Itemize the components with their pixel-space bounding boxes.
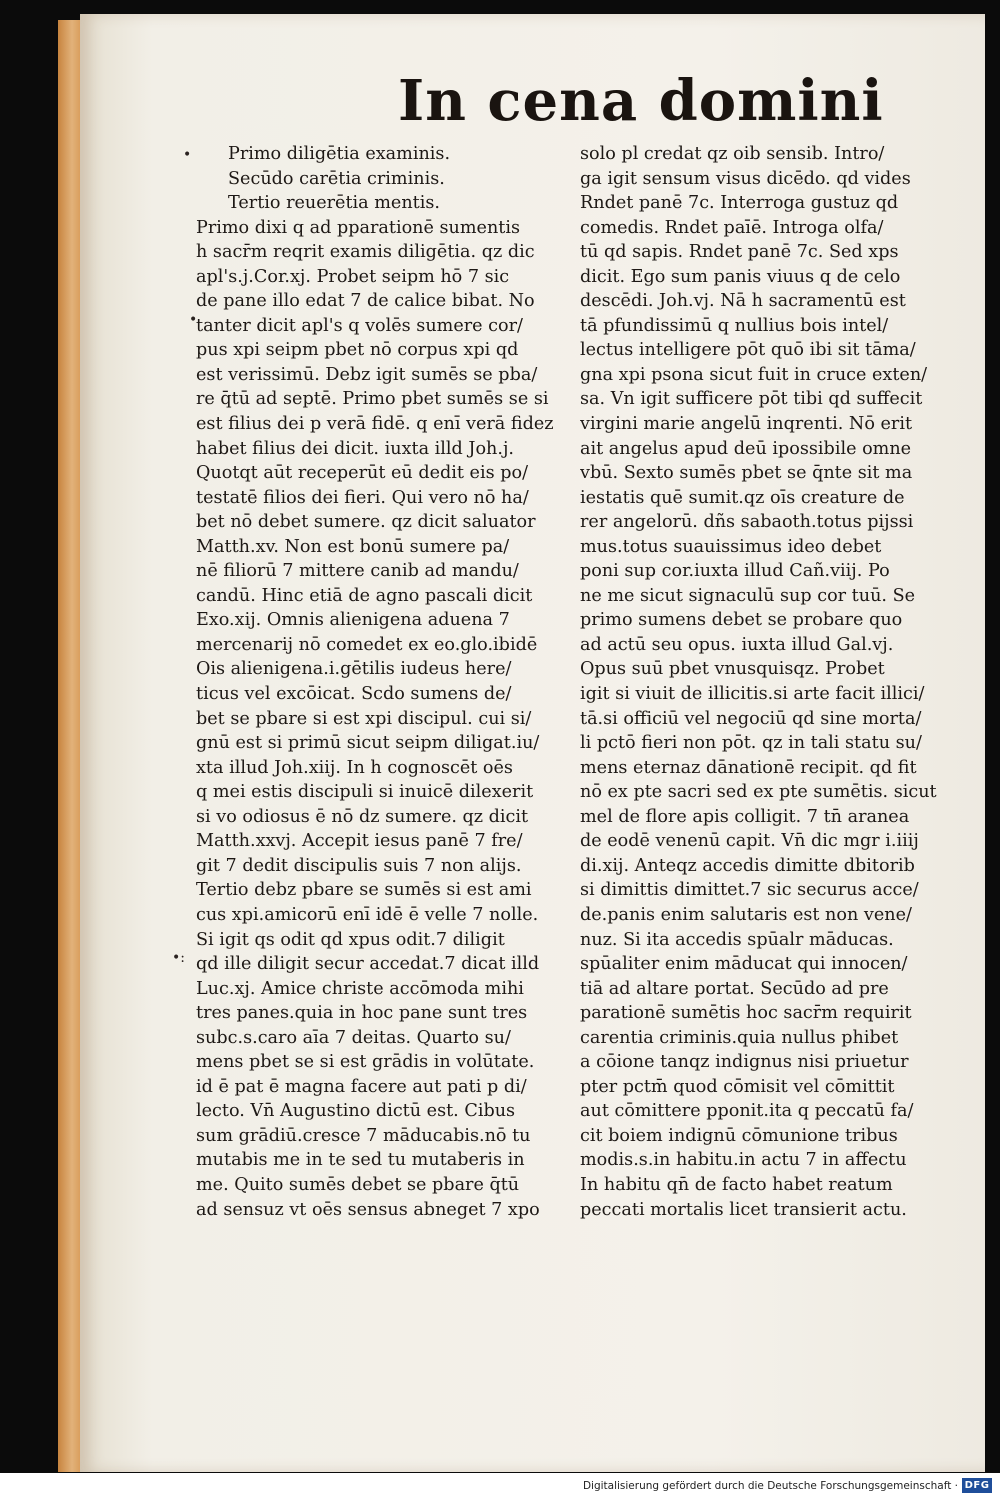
text-line: mus.totus suauissimus ideo debet — [580, 536, 882, 557]
text-line: Exo.xij. Omnis alienigena aduena 7 — [196, 610, 510, 631]
text-column-left — [196, 142, 568, 1222]
text-line: descēdi. Joh.vj. Nā h sacramentū est — [580, 291, 906, 312]
text-line: est verissimū. Debz igit sumēs se pba/ — [196, 364, 538, 385]
text-line: q mei estis discipuli si inuicē dilexerit — [196, 782, 534, 803]
text-line: ad sensuz vt oēs sensus abneget 7 xpo — [196, 1199, 540, 1220]
text-line: carentia criminis.quia nullus phibet — [580, 1027, 899, 1048]
text-line: peccati mortalis licet transierit actu. — [580, 1199, 907, 1220]
text-line: bet se pbare si est xpi discipul. cui si/ — [196, 708, 532, 729]
text-line: Matth.xv. Non est bonū sumere pa/ — [196, 536, 510, 557]
text-line: igit si viuit de illicitis.si arte facit illici/ — [580, 684, 925, 705]
funding-notice: Digitalisierung gefördert durch die Deutsche Forschungsgemeinschaft · — [582, 1480, 958, 1492]
text-line: ad actū seu opus. iuxta illud Gal.vj. — [580, 634, 894, 655]
text-line: li pctō fieri non pōt. qz in tali statu su/ — [580, 733, 922, 754]
text-line: Ois alienigena.i.gētilis iudeus here/ — [196, 659, 512, 680]
text-line: parationē sumētis hoc sacr̄m requirit — [580, 1003, 912, 1024]
text-line: tā.si officiū vel negociū qd sine morta/ — [580, 708, 922, 729]
page-heading: In cena domini — [398, 68, 884, 134]
text-line: sum grādiū.cresce 7 māducabis.nō tu — [196, 1125, 531, 1146]
text-line: habet filius dei dicit. iuxta illd Joh.j. — [196, 438, 515, 459]
margin-mark: • — [183, 147, 192, 163]
text-line: Primo dixi q ad pparationē sumentis — [196, 217, 521, 238]
text-line: rer angelorū. dñs sabaoth.totus pijssi — [580, 512, 914, 533]
text-line: nuz. Si ita accedis spūalr māducas. — [580, 929, 894, 950]
text-line: vbū. Sexto sumēs pbet se q̄nte sit ma — [580, 463, 913, 484]
text-line: si dimittis dimittet.7 sic securus acce/ — [580, 880, 919, 901]
text-line: xta illud Joh.xiij. In h cognoscēt oēs — [196, 757, 513, 778]
text-line: Tertio debz pbare se sumēs si est ami — [196, 880, 532, 901]
text-line: mens eternaz dānationē recipit. qd fit — [580, 757, 917, 778]
text-line: di.xij. Anteqz accedis dimitte dbitorib — [580, 855, 915, 876]
text-line: candū. Hinc etiā de agno pascali dicit — [196, 585, 533, 606]
text-line: comedis. Rndet paīē. Introga olfa/ — [580, 217, 884, 238]
text-line: mel de flore apis colligit. 7 tn̄ aranea — [580, 806, 910, 827]
text-line: virgini marie angelū inqrenti. Nō erit — [580, 414, 913, 435]
footer-bar — [0, 1473, 1000, 1499]
text-line: a cōione tanqz indignus nisi priuetur — [580, 1052, 909, 1073]
text-line: qd ille diligit secur accedat.7 dicat illd — [196, 954, 540, 975]
text-line: Tertio reuerētia mentis. — [228, 193, 440, 214]
text-line: subc.s.caro aīa 7 deitas. Quarto su/ — [196, 1027, 511, 1048]
text-line: poni sup cor.iuxta illud Cañ.viij. Po — [580, 561, 890, 582]
text-line: tiā ad altare portat. Secūdo ad pre — [580, 978, 889, 999]
text-line: ait angelus apud deū ipossibile omne — [580, 438, 912, 459]
text-line: tres panes.quia in hoc pane sunt tres — [196, 1003, 528, 1024]
dfg-logo: DFG — [962, 1478, 992, 1493]
text-line: tā pfundissimū q nullius bois intel/ — [580, 315, 889, 336]
text-line: lecto. Vn̄ Augustino dictū est. Cibus — [196, 1101, 516, 1122]
text-line: iestatis quē sumit.qz oīs creature de — [580, 487, 905, 508]
text-line: aut cōmittere pponit.ita q peccatū fa/ — [580, 1101, 914, 1122]
text-line: cus xpi.amicorū enī idē ē velle 7 nolle. — [196, 904, 539, 925]
text-line: de pane illo edat 7 de calice bibat. No — [196, 291, 535, 312]
text-line: mercenarij nō comedet ex eo.glo.ibidē — [196, 634, 538, 655]
text-line: ga igit sensum visus dicēdo. qd vides — [580, 168, 911, 189]
text-line: spūaliter enim māducat qui innocen/ — [580, 954, 908, 975]
margin-mark: • — [189, 312, 198, 328]
text-line: mens pbet se si est grādis in volūtate. — [196, 1052, 535, 1073]
text-line: de eodē venenū capit. Vn̄ dic mgr i.iiij — [580, 831, 919, 852]
text-line: testatē filios dei fieri. Qui vero nō ha/ — [196, 487, 529, 508]
text-line: Rndet panē 7c. Interroga gustuz qd — [580, 193, 899, 214]
text-line: de.panis enim salutaris est non vene/ — [580, 904, 912, 925]
text-line: solo pl credat qz oib sensib. Intro/ — [580, 144, 885, 164]
text-line: pter pctm̄ quod cōmisit vel cōmittit — [580, 1076, 895, 1097]
text-line: Quotqt aūt receperūt eū dedit eis po/ — [196, 463, 528, 484]
text-line: bet nō debet sumere. qz dicit saluator — [196, 512, 536, 533]
text-line: modis.s.in habitu.in actu 7 in affectu — [580, 1150, 907, 1171]
text-line: git 7 dedit discipulis suis 7 non alijs. — [196, 855, 522, 876]
text-line: Si igit qs odit qd xpus odit.7 diligit — [196, 929, 505, 950]
text-line: lectus intelligere pōt quō ibi sit tāma/ — [580, 340, 916, 361]
text-line: primo sumens debet se probare quo — [580, 610, 903, 631]
text-line: nō ex pte sacri sed ex pte sumētis. sicut — [580, 782, 937, 803]
text-line: gnū est si primū sicut seipm diligat.iu/ — [196, 733, 540, 754]
text-line: Luc.xj. Amice christe accōmoda mihi — [196, 978, 524, 999]
text-line: si vo odiosus ē nō dz sumere. qz dicit — [196, 806, 529, 827]
text-line: re q̄tū ad septē. Primo pbet sumēs se si — [196, 389, 549, 410]
text-line: sa. Vn igit sufficere pōt tibi qd suffecit — [580, 389, 923, 410]
margin-mark: •: — [172, 950, 185, 966]
text-line: cit boiem indignū cōmunione tribus — [580, 1125, 898, 1146]
text-line: h sacr̄m reqrit examis diligētia. qz dic — [196, 242, 535, 263]
text-line: ticus vel excōicat. Scdo sumens de/ — [196, 684, 512, 705]
text-line: Secūdo carētia criminis. — [228, 168, 445, 189]
text-line: Primo diligētia examinis. — [228, 144, 451, 164]
text-column-right — [580, 142, 968, 1222]
text-line: apl's.j.Cor.xj. Probet seipm hō 7 sic — [196, 266, 510, 287]
text-line: nē filiorū 7 mittere canib ad mandu/ — [196, 561, 519, 582]
text-line: tū qd sapis. Rndet panē 7c. Sed xps — [580, 242, 899, 263]
text-line: tanter dicit apl's q volēs sumere cor/ — [196, 315, 523, 336]
text-line: gna xpi psona sicut fuit in cruce exten/ — [580, 364, 928, 385]
text-line: me. Quito sumēs debet se pbare q̄tū — [196, 1174, 520, 1195]
text-line: dicit. Ego sum panis viuus q de celo — [580, 266, 901, 287]
text-line: In habitu qn̄ de facto habet reatum — [580, 1174, 893, 1195]
text-line: Opus suū pbet vnusquisqz. Probet — [580, 659, 885, 680]
text-line: id ē pat ē magna facere aut pati p di/ — [196, 1076, 527, 1097]
text-line: Matth.xxvj. Accepit iesus panē 7 fre/ — [196, 831, 523, 852]
text-line: pus xpi seipm pbet nō corpus xpi qd — [196, 340, 519, 361]
text-line: est filius dei p verā fidē. q enī verā fidez — [196, 414, 554, 435]
text-line: mutabis me in te sed tu mutaberis in — [196, 1150, 525, 1171]
text-line: ne me sicut signaculū sup cor tuū. Se — [580, 585, 916, 606]
